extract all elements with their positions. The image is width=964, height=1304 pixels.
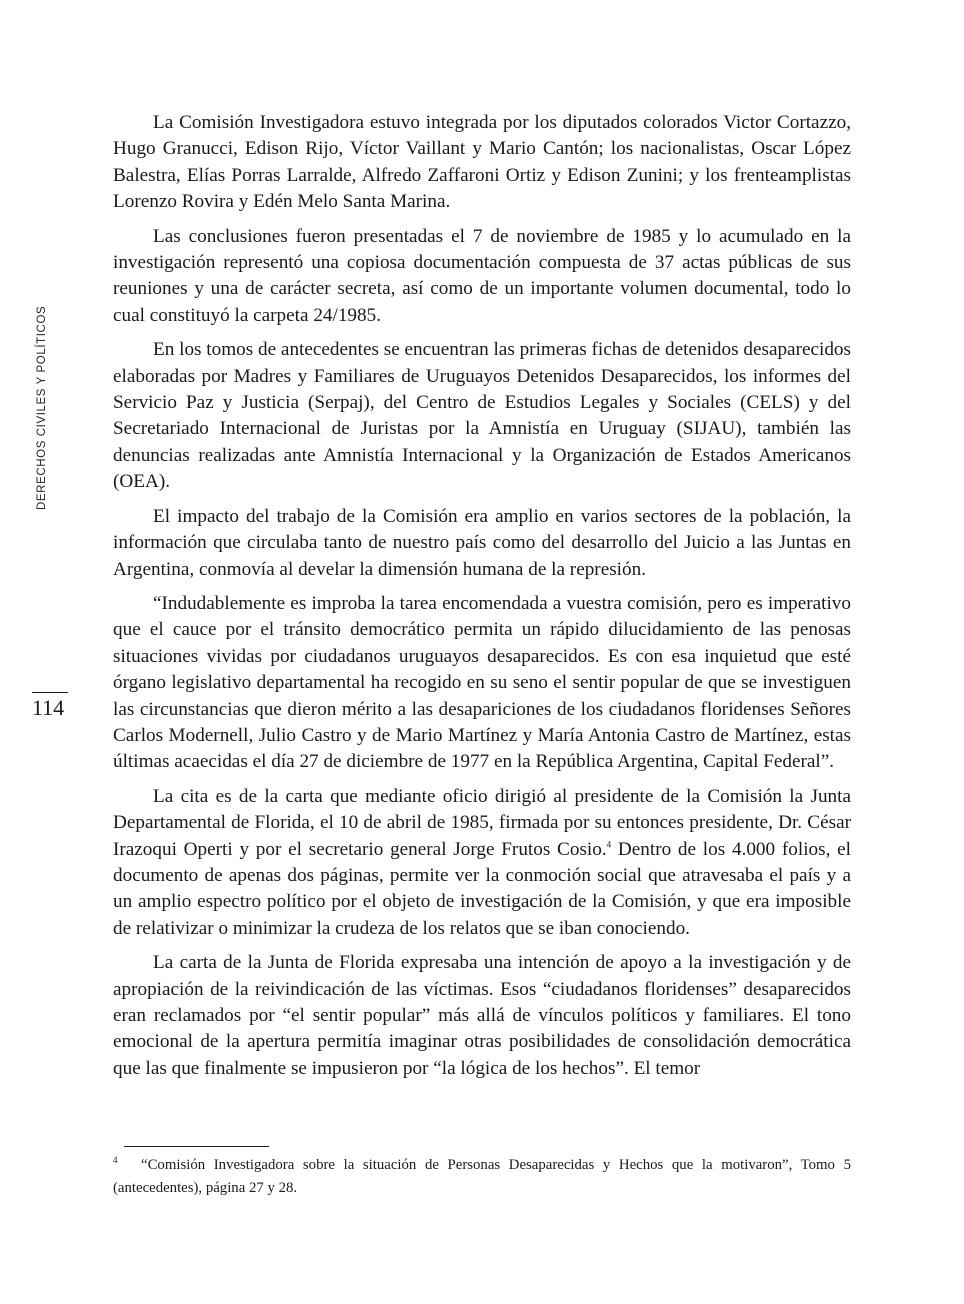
paragraph-5-quotation: “Indudablemente es improba la tarea encomendada a vuestra comisión, pero es imperativo que el cauce por el tránsito democrático permita un rápido dilucidamiento de las penosas situaciones vividas por ciudadanos uruguayos desaparecidos. Es con esa inquietud que esté órgano legislativo departamental ha recogido en su seno el sentir popular de que se investiguen las circunstancias que dieron mérito a las desapariciones de los ciudadanos floridenses Señores Carlos Modernell, Julio Castro y de Mario Martínez y María Antonia Castro de Martínez, estas últimas acaecidas el día 27 de diciembre de 1977 en la República Argentina, Capital Federal”. [113, 592, 851, 773]
paragraph-6-before-ref: La cita es de la carta que mediante oficio dirigió al presidente de la Comisión la Junta Departamental de Florida, el 10 de abril de 1985, firmada por su entonces presidente, Dr. César Irazoqui Operti y por el secretario general Jorge Frutos Cosio. [113, 785, 851, 860]
page-number: 114 [32, 695, 65, 720]
page-number-rule [32, 692, 68, 693]
paragraph-2: Las conclusiones fueron presentadas el 7 de noviembre de 1985 y lo acumulado en la investigación representó una copiosa documentación compuesta de 37 actas públicas de sus reuniones y una de carácter secreta, así como de un importante volumen documental, todo lo cual constituyó la carpeta 24/1985. [113, 225, 851, 326]
paragraph-7: La carta de la Junta de Florida expresaba una intención de apoyo a la investigación y de apropiación de la reivindicación de las víctimas. Esos “ciudadanos floridenses” desaparecidos eran reclamados por “el sentir popular” más allá de vínculos políticos y familiares. El tono emocional de la apertura permitía imaginar otras posibilidades de consolidación democrática que las que finalmente se impusieron por “la lógica de los hechos”. El temor [113, 952, 851, 1079]
paragraph-1: La Comisión Investigadora estuvo integrada por los diputados colorados Victor Cortazzo, Hugo Granucci, Edison Rijo, Víctor Vaillant y Mario Cantón; los nacionalistas, Oscar López Balestra, Elías Porras Larralde, Alfredo Zaffaroni Ortiz y Edison Zunini; y los frenteamplistas Lorenzo Rovira y Edén Melo Santa Marina. [113, 112, 851, 213]
paragraph-4: El impacto del trabajo de la Comisión era amplio en varios sectores de la población, la información que circulaba tanto de nuestro país como del desarrollo del Juicio a las Juntas en Argentina, conmovía al develar la dimensión humana de la represión. [113, 505, 851, 580]
body-text [113, 110, 851, 1090]
running-section-label: DERECHOS CIVILES Y POLÍTICOS [36, 305, 48, 510]
paragraph-6-after-ref: Dentro de los 4.000 folios, el documento de apenas dos páginas, permite ver la conmoción social que atravesaba el país y a un amplio espectro político por el objeto de investigación de la Comisión, y que era imposible de relativizar o minimizar la crudeza de los relatos que se iban conociendo. [113, 838, 851, 939]
footnote: 4 “Comisión Investigadora sobre la situación de Personas Desaparecidas y Hechos que la motivaron”, Tomo 5 (antecedentes), página 27 y 28. [113, 1155, 851, 1196]
footnote-separator [124, 1146, 269, 1147]
paragraph-6 [113, 784, 851, 942]
footnote-text: “Comisión Investigadora sobre la situación de Personas Desaparecidas y Hechos que la motivaron”, Tomo 5 (antecedentes), página 27 y 28. [113, 1157, 851, 1196]
footnote-reference[interactable]: 4 [606, 839, 612, 850]
paragraph-3: En los tomos de antecedentes se encuentran las primeras fichas de detenidos desaparecidos elaboradas por Madres y Familiares de Uruguayos Detenidos Desaparecidos, los informes del Servicio Paz y Justicia (Serpaj), del Centro de Estudios Legales y Sociales (CELS) y del Secretariado Internacional de Juristas por la Amnistía en Uruguay (SIJAU), también las denuncias realizadas ante Amnistía Internacional y la Organización de Estados Americanos (OEA). [113, 339, 851, 493]
